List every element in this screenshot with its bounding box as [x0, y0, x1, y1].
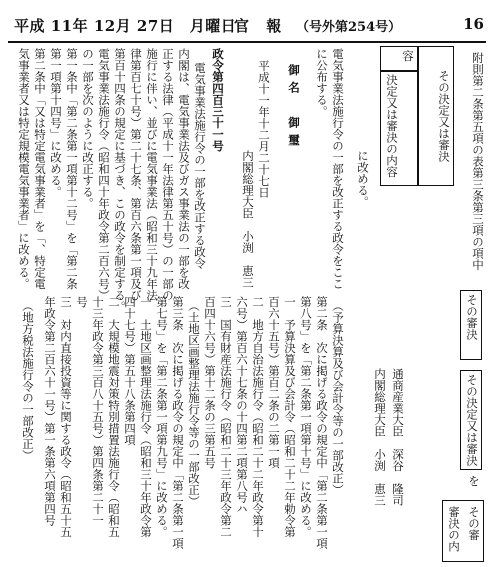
phrase-mid: その決定又は審決: [465, 374, 479, 466]
cell-text-1: その決定又は審決: [437, 70, 451, 162]
body-line: 施行に伴い、並びに電気事業法（昭和三十九年法: [145, 48, 159, 301]
page-number: 16: [463, 15, 484, 33]
body-line: 電気事業法施行令の一部を改正する政令: [193, 62, 207, 269]
promulgation-date: 平成十一年十二月二十七日: [257, 60, 271, 198]
lower-line: 第八号」を「第二条第一項第十号」に改める。: [299, 296, 313, 538]
body-line: 内閣は、電気事業法及びガス事業法の一部を改: [177, 48, 191, 290]
lower-line: 一 土地区画整理法施行令（昭和三十年政令第: [139, 296, 153, 538]
lower-line: 年政令第二百六十一号）第一条第六項第四号: [43, 296, 57, 526]
body-line: 第一条中「第二条第一項第十二号」を「第二条: [65, 48, 79, 290]
cell-divider-h: [380, 70, 417, 72]
body-line: 電気事業法施行令（昭和四十年政令第二百六号）: [97, 48, 111, 301]
lower-line: 号: [75, 296, 89, 308]
lower-line: （予算決算及び会計令等の一部改正）: [331, 300, 345, 496]
lower-line: 二 地方自治法施行令（昭和二十二年政令第十: [251, 296, 265, 538]
page-header: [14, 15, 486, 35]
lower-line: 三 国有財産法施行令（昭和二十三年政令第二: [219, 296, 233, 538]
tail-text-2: 審決の内: [447, 506, 461, 552]
signature-minister: 通商産業大臣 深谷 隆司: [391, 368, 405, 506]
body-line: の一部を次のように改正する。: [81, 48, 95, 209]
lower-line: 十三年政令第三百八十五号）第四条第二十一: [91, 296, 105, 526]
prime-minister-sign: 内閣総理大臣 小渕 恵三: [241, 150, 255, 288]
ordinance-number: 政令第四百三十一号: [211, 48, 225, 152]
preamble-line-1: 電気事業法施行令の一部を改正する政令をここ: [331, 48, 345, 290]
issue-number: （号外第254号）: [296, 20, 402, 35]
body-line: 律第百七十号）第二十七条、第百六条第一項及び: [129, 48, 143, 301]
lower-line: 第二条 次に掲げる政令の規定中「第二条第一項: [315, 296, 329, 549]
lower-line: （土地区画整理法施行令等の一部改正）: [187, 300, 201, 507]
table-heading: 附則第二条第五項の表第三条第三項の項中: [471, 52, 485, 271]
body-line: 第百十四条の規定に基づき、この政令を制定する。: [113, 48, 127, 313]
issue-date: 平成 11年 12月 27日 月曜日: [14, 17, 237, 35]
lower-line: 四十七号）第五十八条第四項: [123, 296, 137, 446]
lower-line: （地方税法施行令の一部改正）: [21, 300, 35, 461]
cell-text-2: 容: [401, 50, 415, 62]
lower-line: 百四十六号）第十二条の三第五号: [203, 296, 217, 469]
publication-title: 官 報: [234, 17, 288, 35]
header-rule: [8, 41, 486, 43]
signature-label: 御名 御璽: [287, 64, 301, 152]
preamble-line-2: に公布する。: [315, 48, 329, 117]
lower-line: 六号）第百六十七条の十四第二項第八号ハ: [235, 296, 249, 515]
lower-line: 百六十五号）第百二条の二第一項: [267, 296, 281, 469]
phrase-box-upper: [460, 290, 482, 360]
lower-line: 三 対内直接投資等に関する政令（昭和五十五: [59, 296, 73, 538]
body-line: 第一項第十四号」に改める。: [49, 48, 63, 198]
tail-text-1: その審: [467, 506, 481, 541]
lower-line: 第三条 次に掲げる政令の規定中「第二条第一項: [171, 296, 185, 549]
body-line: 第二条中「又は特定電気事業者」を「、特定電: [33, 48, 47, 290]
phrase-upper: その審決: [465, 294, 479, 340]
body-line: 気事業者又は特定規模電気事業者」に改める。: [17, 48, 31, 290]
lower-line: 一 予算決算及び会計令（昭和二十二年勅令第: [283, 296, 297, 538]
lower-line: 二 大規模地震対策特別措置法施行令（昭和五: [107, 296, 121, 538]
phrase-box-mid: [460, 370, 482, 470]
cell-text-3: 決定又は審決の内容: [385, 74, 399, 178]
cell-divider: [417, 46, 419, 186]
signature-pm: 内閣総理大臣 小渕 恵三: [373, 368, 387, 506]
lower-line: 第七号」を「第二条第一項第九号」に改める。: [155, 296, 169, 538]
body-line: 正する法律（平成十一年法律第五十号）の一部の: [161, 48, 175, 301]
after-cell-text: に改める。: [356, 150, 370, 208]
phrase-o: を: [467, 475, 481, 487]
